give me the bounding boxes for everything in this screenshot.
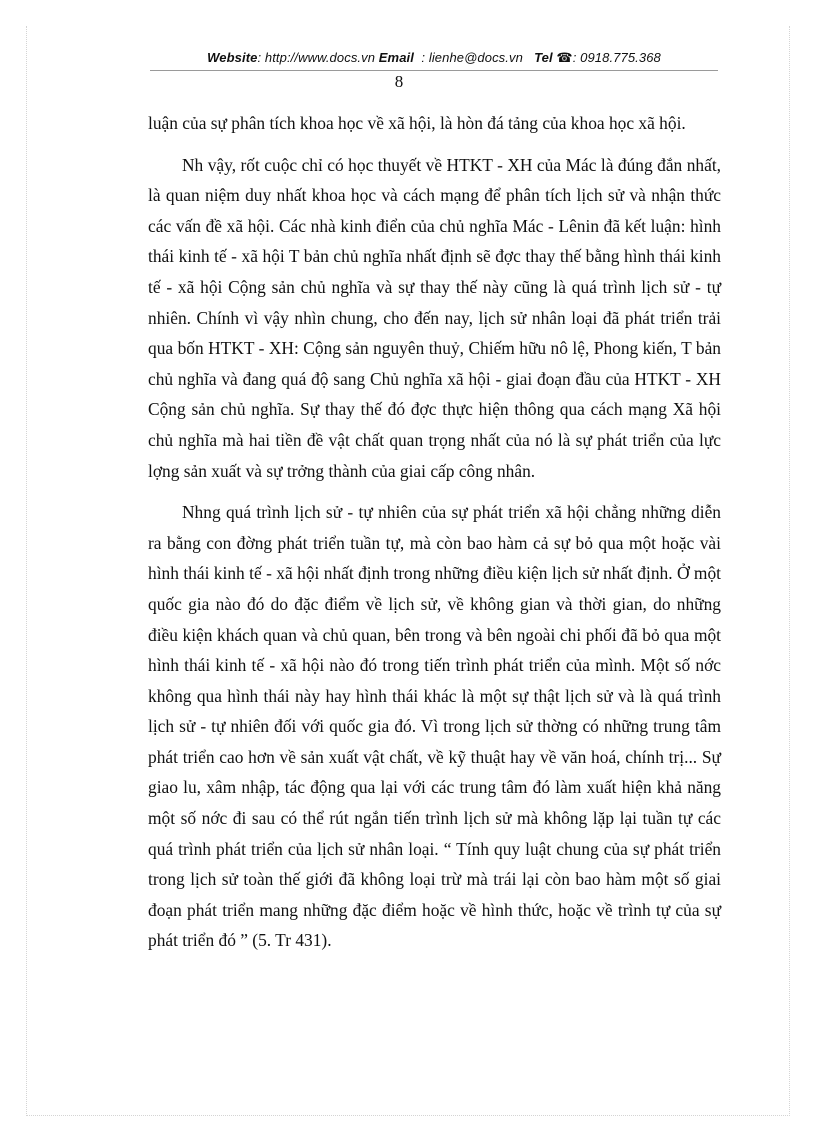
page-header bbox=[150, 50, 718, 66]
tel-value: : 0918.775.368 bbox=[572, 50, 661, 65]
paragraph-2: Nh vậy, rốt cuộc chỉ có học thuyết về HTKT - XH của Mác là đúng đắn nhất, là quan niệm duy nhất khoa học và cách mạng để phân tích lịch sử và nhận thức các vấn đề xã hội. Các nhà kinh điển của chủ nghĩa Mác - Lênin đã kết luận: hình thái kinh tế - xã hội T bản chủ nghĩa nhất định sẽ đợc thay thế bằng hình thái kinh tế - xã hội Cộng sản chủ nghĩa và sự thay thế này cũng là quá trình lịch sử - tự nhiên. Chính vì vậy nhìn chung, cho đến nay, lịch sử nhân loại đã phát triển trải qua bốn HTKT - XH: Cộng sản nguyên thuỷ, Chiếm hữu nô lệ, Phong kiến, T bản chủ nghĩa và đang quá độ sang Chủ nghĩa xã hội - giai đoạn đầu của HTKT - XH Cộng sản chủ nghĩa. Sự thay thế đó đợc thực hiện thông qua cách mạng Xã hội chủ nghĩa mà hai tiền đề vật chất quan trọng nhất của nó là sự phát triển của lực lợng sản xuất và sự trởng thành của giai cấp công nhân. bbox=[148, 154, 721, 481]
paragraph-1: luận của sự phân tích khoa học về xã hội, là hòn đá tảng của khoa học xã hội. bbox=[148, 113, 686, 133]
email-label: Email bbox=[378, 50, 414, 65]
website-label: Website bbox=[207, 50, 258, 65]
document-body bbox=[148, 108, 721, 967]
phone-icon: ☎ bbox=[556, 50, 573, 65]
email-value: : lienhe@docs.vn bbox=[421, 50, 523, 65]
page-number: 8 bbox=[394, 72, 404, 91]
paragraph-3: Nhng quá trình lịch sử - tự nhiên của sự phát triển xã hội chẳng những diễn ra bằng con đờng phát triển tuần tự, mà còn bao hàm cả sự bỏ qua một hoặc vài hình thái kinh tế - xã hội nhất định trong những điều kiện lịch sử nhất định. Ở một quốc gia nào đó do đặc điểm về lịch sử, về không gian và thời gian, do những điều kiện khách quan và chủ quan, bên trong và bên ngoài chi phối đã bỏ qua một hình thái kinh tế - xã hội nào đó trong tiến trình phát triển của mình. Một số nớc không qua hình thái này hay hình thái khác là một sự thật lịch sử và là quá trình lịch sử - tự nhiên đối với quốc gia đó. Vì trong lịch sử thờng có những trung tâm phát triển cao hơn về sản xuất vật chất, về kỹ thuật hay về văn hoá, chính trị... Sự giao lu, xâm nhập, tác động qua lại với các trung tâm đó làm xuất hiện khả năng một số nớc đi sau có thể rút ngắn tiến trình lịch sử mà không lặp lại tuần tự các quá trình phát triển của lịch sử nhân loại. “ Tính quy luật chung của sự phát triển trong lịch sử toàn thế giới đã không loại trừ mà trái lại còn bao hàm một số giai đoạn phát triển mang những đặc điểm hoặc về hình thức, hoặc về trình tự của sự phát triển đó ” (5. Tr 431). bbox=[148, 502, 721, 951]
website-value: : http://www.docs.vn bbox=[257, 50, 376, 65]
header-divider bbox=[150, 70, 718, 71]
tel-label: Tel bbox=[534, 50, 553, 65]
